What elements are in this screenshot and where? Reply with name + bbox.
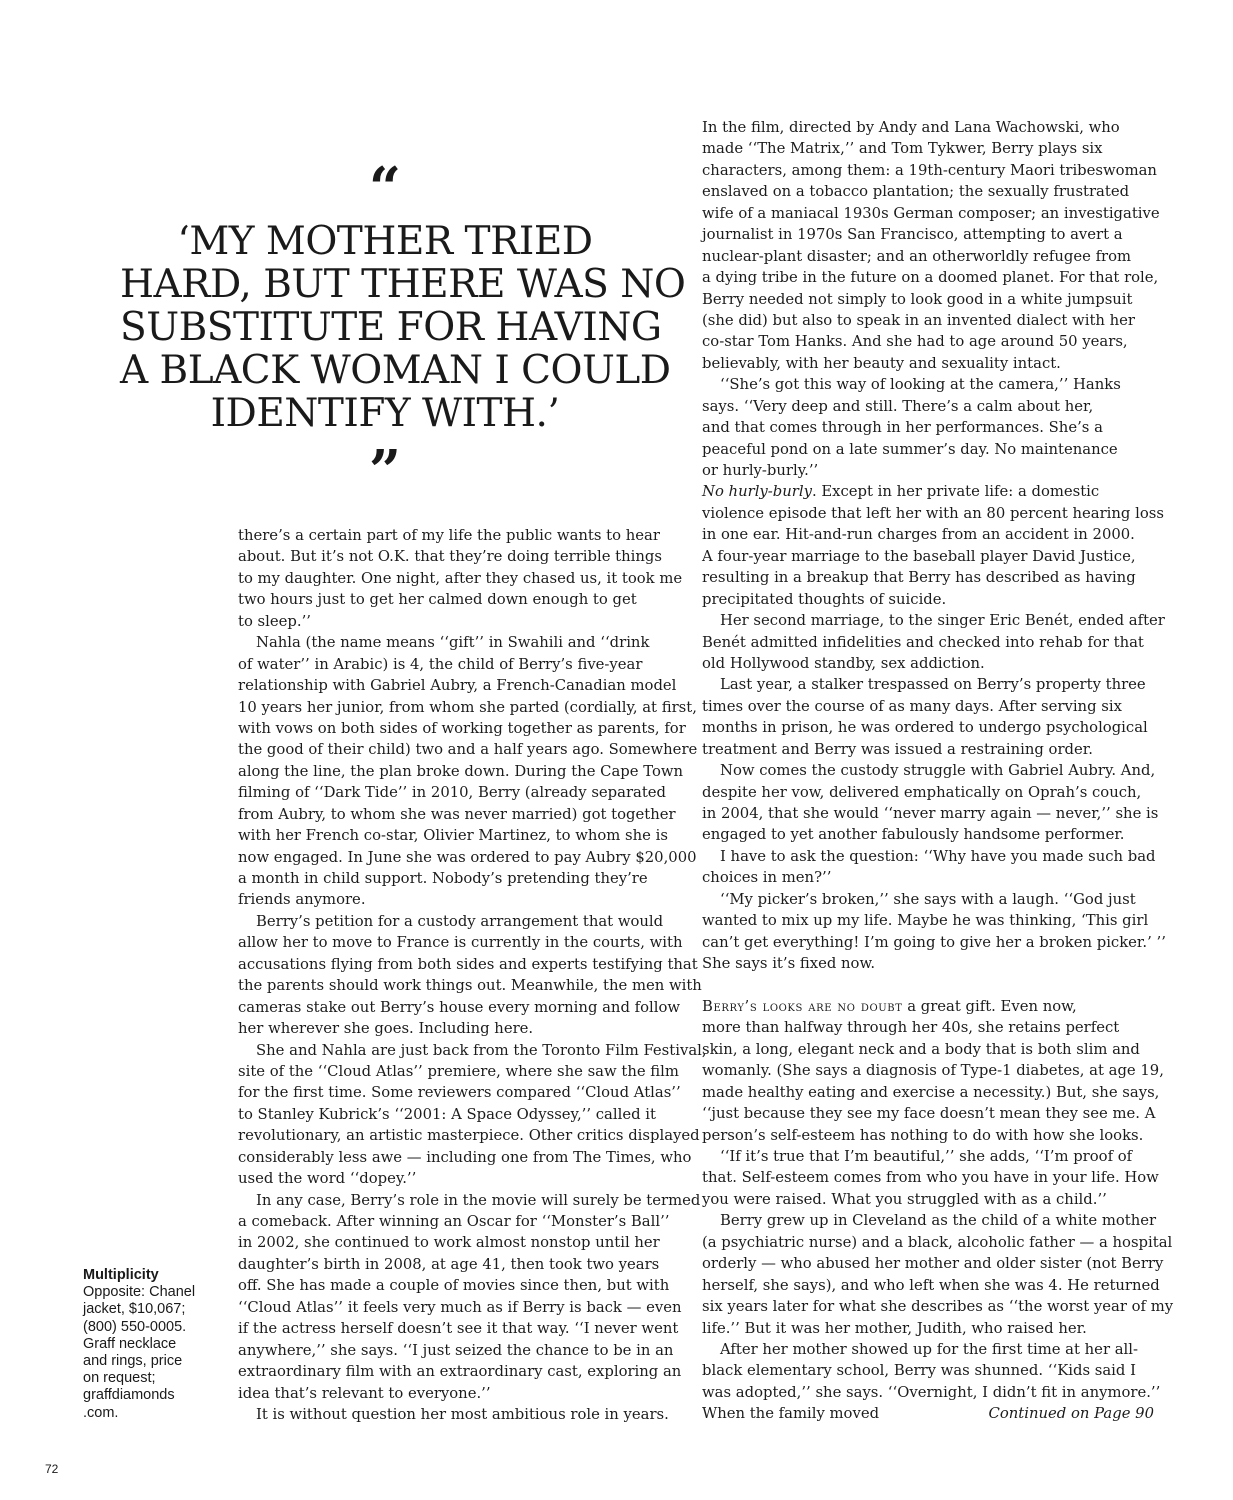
article-line: Berry’s petition for a custody arrangement that would xyxy=(256,912,664,930)
article-line: allow her to move to France is currently in the courts, with xyxy=(238,934,683,952)
caption-line: and rings, price xyxy=(83,1353,183,1370)
article-line: of water’’ in Arabic) is 4, the child of Berry’s five-year xyxy=(238,655,643,673)
article-line: in 2002, she continued to work almost nonstop until her xyxy=(238,1234,660,1252)
article-line: anywhere,’’ she says. ‘‘I just seized the chance to be in an xyxy=(238,1341,674,1359)
article-column-right-part-c xyxy=(702,1017,1174,1403)
article-line: Last year, a stalker trespassed on Berry’s property three xyxy=(720,676,1146,694)
article-line: wife of a maniacal 1930s German composer; an investigative xyxy=(702,204,1160,222)
section-lead-line xyxy=(702,996,1154,1017)
article-line: precipitated thoughts of suicide. xyxy=(702,590,947,608)
article-line: Nahla (the name means ‘‘gift’’ in Swahili and ‘‘drink xyxy=(256,634,650,652)
article-line: violence episode that left her with an 80 percent hearing loss xyxy=(702,504,1164,522)
article-line: in 2004, that she would ‘‘never marry again — never,’’ she is xyxy=(702,805,1159,822)
article-line: person’s self-esteem has nothing to do with how she looks. xyxy=(702,1126,1144,1144)
photo-caption xyxy=(83,1267,223,1422)
article-line: daughter’s birth in 2008, at age 41, then took two years xyxy=(238,1255,660,1273)
article-line: and that comes through in her performances. She’s a xyxy=(702,419,1103,437)
article-line: about. But it’s not O.K. that they’re doing terrible things xyxy=(238,548,662,566)
article-line: to sleep.’’ xyxy=(238,612,311,630)
pull-quote-line: A BLACK WOMAN I COULD xyxy=(120,348,671,393)
article-line: believably, with her beauty and sexuality intact. xyxy=(702,354,1061,372)
article-line: says. ‘‘Very deep and still. There’s a calm about her, xyxy=(702,397,1094,415)
article-column-right xyxy=(702,117,1174,1425)
article-line: her wherever she goes. Including here. xyxy=(238,1020,534,1038)
article-line: months in prison, he was ordered to undergo psychological xyxy=(702,719,1148,737)
article-line: choices in men?’’ xyxy=(702,869,832,887)
article-line: After her mother showed up for the first time at her all- xyxy=(720,1340,1139,1358)
article-line: ‘‘Cloud Atlas’’ it feels very much as if Berry is back — even xyxy=(238,1298,682,1316)
article-line: journalist in 1970s San Francisco, attempting to avert a xyxy=(702,226,1123,244)
article-line: cameras stake out Berry’s house every morning and follow xyxy=(238,998,681,1016)
article-line: black elementary school, Berry was shunned. ‘‘Kids said I xyxy=(702,1362,1136,1380)
article-column-right-part-a xyxy=(702,117,1160,481)
article-line: In any case, Berry’s role in the movie will surely be termed xyxy=(256,1191,701,1209)
caption-line: on request; xyxy=(83,1370,156,1387)
article-line: from Aubry, to whom she was never married) got together xyxy=(238,805,676,823)
article-line: with her French co-star, Olivier Martinez, to whom she is xyxy=(238,827,668,845)
article-line: a month in child support. Nobody’s pretending they’re xyxy=(238,870,648,887)
article-line: It is without question her most ambitious role in years. xyxy=(256,1405,669,1423)
pull-quote-open-mark: “ xyxy=(368,155,402,221)
continued-jump-line: Continued on Page 90 xyxy=(988,1405,1154,1423)
article-line: a comeback. After winning an Oscar for ‘‘Monster’s Ball’’ xyxy=(238,1213,670,1230)
article-line: treatment and Berry was issued a restraining order. xyxy=(702,740,1093,758)
article-line: revolutionary, an artistic masterpiece. Other critics displayed xyxy=(238,1127,700,1145)
pull-quote xyxy=(120,155,686,504)
caption-title: Multiplicity xyxy=(83,1267,159,1283)
article-line: friends anymore. xyxy=(238,891,366,909)
article-line: for the first time. Some reviewers compared ‘‘Cloud Atlas’’ xyxy=(238,1084,681,1102)
article-line: She and Nahla are just back from the Toronto Film Festival, xyxy=(256,1041,707,1059)
article-line: wanted to mix up my life. Maybe he was thinking, ‘This girl xyxy=(702,912,1149,930)
article-line: peaceful pond on a late summer’s day. No maintenance xyxy=(702,440,1118,458)
article-line: orderly — who abused her mother and older sister (not Berry xyxy=(702,1255,1164,1273)
article-line: (she did) but also to speak in an invented dialect with her xyxy=(702,311,1135,329)
article-line: there’s a certain part of my life the public wants to hear xyxy=(238,527,660,544)
article-line: extraordinary film with an extraordinary cast, exploring an xyxy=(238,1363,682,1381)
article-line: to my daughter. One night, after they chased us, it took me xyxy=(238,569,683,587)
article-line: Berry needed not simply to look good in a white jumpsuit xyxy=(702,290,1133,308)
article-line: despite her vow, delivered emphatically on Oprah’s couch, xyxy=(702,783,1142,801)
article-line: if the actress herself doesn’t see it that way. ‘‘I never went xyxy=(238,1320,679,1338)
article-line: co-star Tom Hanks. And she had to age around 50 years, xyxy=(702,333,1128,351)
article-line: life.’’ But it was her mother, Judith, who raised her. xyxy=(702,1319,1087,1337)
article-line: to Stanley Kubrick’s ‘‘2001: A Space Odyssey,’’ called it xyxy=(238,1105,656,1123)
pull-quote-text xyxy=(120,219,686,436)
article-column-left xyxy=(238,525,707,1425)
article-line: ‘‘just because they see my face doesn’t mean they see me. A xyxy=(702,1105,1156,1123)
article-line: Benét admitted infidelities and checked into rehab for that xyxy=(702,633,1144,651)
article-line: the parents should work things out. Meanwhile, the men with xyxy=(238,977,702,995)
article-line: used the word ‘‘dopey.’’ xyxy=(238,1170,417,1188)
article-line: site of the ‘‘Cloud Atlas’’ premiere, where she saw the film xyxy=(238,1062,679,1080)
article-line: Now comes the custody struggle with Gabriel Aubry. And, xyxy=(720,762,1156,780)
article-line: enslaved on a tobacco plantation; the sexually frustrated xyxy=(702,183,1130,201)
article-line: relationship with Gabriel Aubry, a French-Canadian model xyxy=(238,677,677,695)
article-line: made ‘‘The Matrix,’’ and Tom Tykwer, Berry plays six xyxy=(702,140,1103,158)
article-line: in one ear. Hit-and-run charges from an accident in 2000. xyxy=(702,526,1135,544)
article-column-right-part-b xyxy=(702,503,1166,975)
caption-line: .com. xyxy=(83,1404,119,1421)
article-line: that. Self-esteem comes from who you have in your life. How xyxy=(702,1169,1159,1187)
article-line: filming of ‘‘Dark Tide’’ in 2010, Berry (already separated xyxy=(238,784,667,802)
article-line: times over the course of as many days. After serving six xyxy=(702,697,1122,715)
article-line xyxy=(702,481,1154,502)
article-line: with vows on both sides of working together as parents, for xyxy=(238,719,686,737)
article-line: characters, among them: a 19th-century Maori tribeswoman xyxy=(702,161,1157,179)
article-line: skin, a long, elegant neck and a body that is both slim and xyxy=(702,1040,1140,1058)
article-line: Her second marriage, to the singer Eric Benét, ended after xyxy=(720,612,1165,630)
pull-quote-line: ‘MY MOTHER TRIED xyxy=(177,219,593,264)
article-line: nuclear-plant disaster; and an otherworldly refugee from xyxy=(702,247,1132,265)
article-line: accusations flying from both sides and experts testifying that xyxy=(238,955,698,973)
article-line: womanly. (She says a diagnosis of Type-1 diabetes, at age 19, xyxy=(702,1062,1164,1080)
article-line: or hurly-burly.’’ xyxy=(702,462,819,479)
article-line: herself, she says), and who left when she was 4. He returned xyxy=(702,1276,1160,1294)
caption-line: jacket, $10,067; xyxy=(83,1301,186,1318)
article-line: idea that’s relevant to everyone.’’ xyxy=(238,1384,491,1402)
section-break xyxy=(702,975,1154,996)
article-line: the good of their child) two and a half years ago. Somewhere xyxy=(238,741,698,759)
article-line: ‘‘If it’s true that I’m beautiful,’’ she adds, ‘‘I’m proof of xyxy=(720,1148,1133,1165)
caption-line: graffdiamonds xyxy=(83,1387,175,1404)
article-line: ‘‘My picker’s broken,’’ she says with a laugh. ‘‘God just xyxy=(720,890,1136,908)
article-line: resulting in a breakup that Berry has described as having xyxy=(702,569,1136,587)
article-line: six years later for what she describes as ‘‘the worst year of my xyxy=(702,1298,1174,1316)
article-line: considerably less awe — including one from The Times, who xyxy=(238,1148,692,1166)
pull-quote-line: SUBSTITUTE FOR HAVING xyxy=(120,305,662,350)
pull-quote-line: IDENTIFY WITH.’ xyxy=(210,391,560,436)
article-line: a dying tribe in the future on a doomed planet. For that role, xyxy=(702,269,1159,287)
article-line: She says it’s fixed now. xyxy=(702,955,876,973)
article-line: you were raised. What you struggled with as a child.’’ xyxy=(702,1190,1107,1208)
article-line-rest: . Except in her private life: a domestic xyxy=(811,483,1100,501)
article-line: In the film, directed by Andy and Lana Wachowski, who xyxy=(702,119,1120,136)
article-line: (a psychiatric nurse) and a black, alcoholic father — a hospital xyxy=(702,1233,1173,1251)
caption-line: Graff necklace xyxy=(83,1335,177,1352)
article-line: two hours just to get her calmed down enough to get xyxy=(238,591,637,609)
article-line: now engaged. In June she was ordered to pay Aubry $20,000 xyxy=(238,848,697,866)
article-line: made healthy eating and exercise a necessity.) But, she says, xyxy=(702,1083,1160,1101)
article-last-line xyxy=(702,1403,1154,1424)
article-line: 10 years her junior, from whom she parted (cordially, at first, xyxy=(238,698,697,716)
article-line: was adopted,’’ she says. ‘‘Overnight, I didn’t fit in anymore.’’ xyxy=(702,1383,1161,1401)
caption-line: Opposite: Chanel xyxy=(83,1284,196,1301)
pull-quote-close-mark: ” xyxy=(368,438,402,504)
section-lead-smallcaps: Berry’s looks are no doubt xyxy=(702,997,903,1015)
page-number: 72 xyxy=(45,1462,59,1476)
section-lead-rest: a great gift. Even now, xyxy=(902,997,1077,1015)
article-line: ‘‘She’s got this way of looking at the camera,’’ Hanks xyxy=(720,376,1121,394)
article-line: Berry grew up in Cleveland as the child of a white mother xyxy=(720,1212,1157,1230)
article-line: A four-year marriage to the baseball player David Justice, xyxy=(702,547,1136,565)
last-line-text: When the family moved xyxy=(702,1405,880,1423)
article-line: old Hollywood standby, sex addiction. xyxy=(702,654,985,672)
article-line: more than halfway through her 40s, she retains perfect xyxy=(702,1019,1120,1037)
article-line: along the line, the plan broke down. During the Cape Town xyxy=(238,762,684,780)
caption-line: (800) 550-0005. xyxy=(83,1318,187,1335)
italic-phrase: No hurly-burly xyxy=(702,483,812,501)
article-line: I have to ask the question: ‘‘Why have you made such bad xyxy=(720,847,1156,865)
article-line: off. She has made a couple of movies since then, but with xyxy=(238,1277,670,1295)
pull-quote-line: HARD, BUT THERE WAS NO xyxy=(120,262,686,307)
article-line: can’t get everything! I’m going to give her a broken picker.’ ’’ xyxy=(702,933,1166,951)
article-line: engaged to yet another fabulously handsome performer. xyxy=(702,826,1125,844)
